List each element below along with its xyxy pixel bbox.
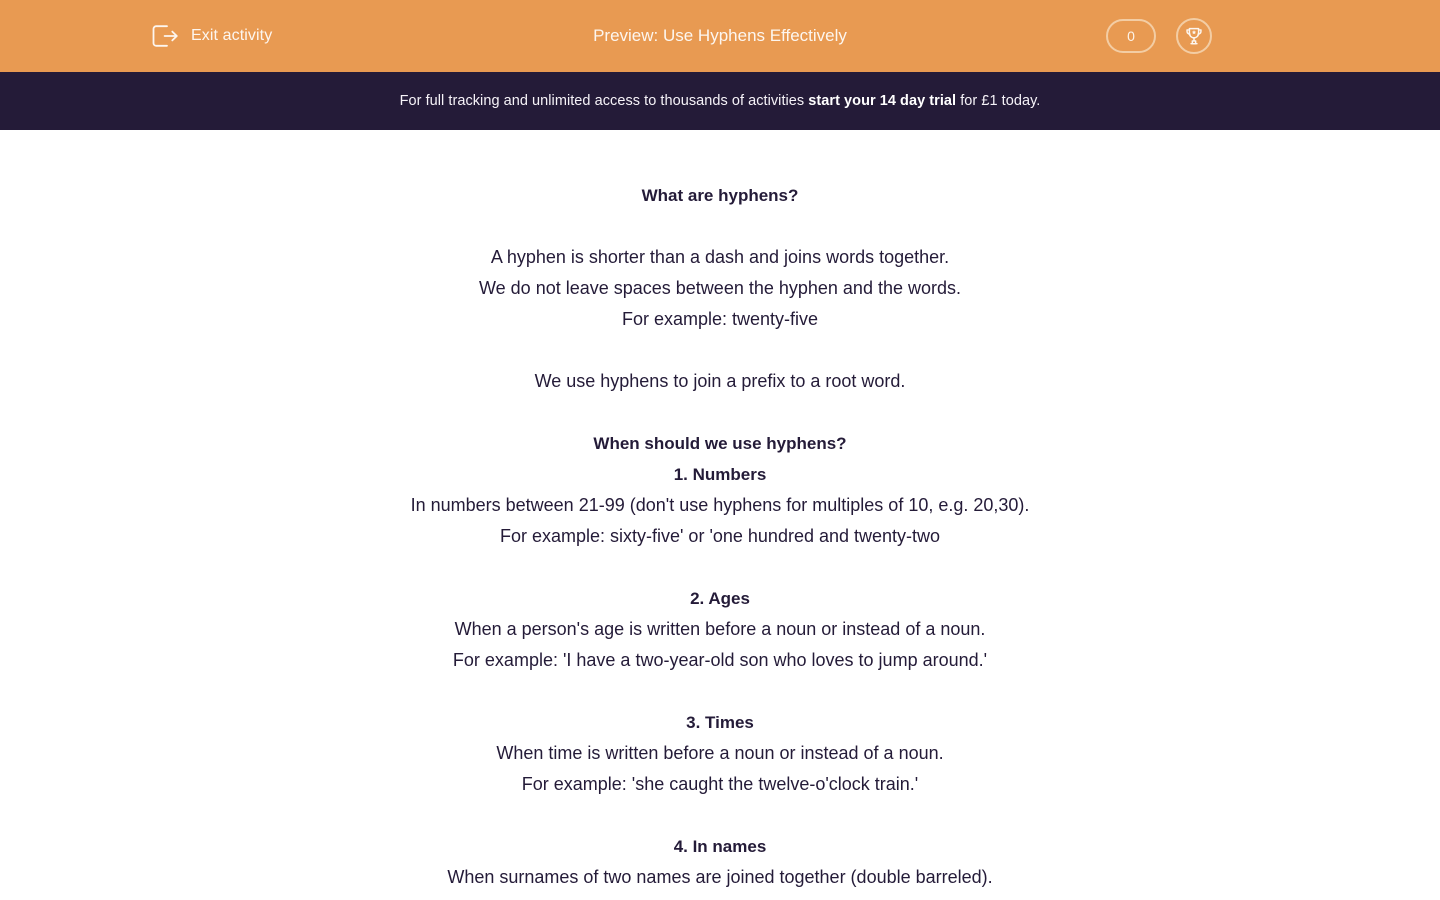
exit-activity-label: Exit activity — [191, 27, 273, 44]
promo-banner-text — [400, 93, 1041, 109]
activity-subheading: 4. In names — [673, 837, 767, 856]
promo-text-before: For full tracking and unlimited access to thousands of activities — [399, 93, 809, 109]
activity-spacer — [0, 676, 1440, 707]
promo-banner[interactable] — [0, 72, 1440, 130]
activity-spacer — [0, 552, 1440, 583]
activity-lines — [0, 180, 1440, 893]
activity-subheading: 3. Times — [686, 713, 754, 732]
activity-paragraph: For example: sixty-five' or 'one hundred and twenty-two — [499, 526, 941, 546]
activity-paragraph: When a person's age is written before a noun or instead of a noun. — [454, 619, 986, 639]
activity-subheading: 2. Ages — [690, 589, 750, 608]
activity-spacer — [0, 211, 1440, 242]
activity-paragraph: For example: 'she caught the twelve-o'clock train.' — [521, 774, 919, 794]
activity-paragraph: We do not leave spaces between the hyphen and the words. — [479, 278, 961, 298]
activity-heading: What are hyphens? — [641, 186, 799, 205]
activity-paragraph: A hyphen is shorter than a dash and joins words together. — [490, 247, 950, 267]
exit-activity-button[interactable] — [150, 23, 272, 49]
activity-content — [0, 130, 1440, 893]
header-actions — [1106, 0, 1440, 72]
activity-paragraph: When surnames of two names are joined together (double barreled). — [447, 867, 993, 887]
exit-arrow-icon — [150, 23, 180, 49]
promo-trial-link[interactable]: start your 14 day trial — [808, 93, 957, 109]
page-title: Preview: Use Hyphens Effectively — [593, 26, 847, 45]
activity-paragraph: For example: 'I have a two-year-old son who loves to jump around.' — [452, 650, 988, 670]
trophy-icon — [1183, 25, 1205, 47]
activity-paragraph: For example: twenty-five — [621, 309, 819, 329]
app-header — [0, 0, 1440, 72]
trophy-button[interactable] — [1176, 18, 1212, 54]
promo-text-after: for £1 today. — [956, 93, 1041, 109]
activity-heading: When should we use hyphens? — [593, 434, 847, 453]
points-value: 0 — [1127, 28, 1135, 44]
activity-paragraph: When time is written before a noun or instead of a noun. — [496, 743, 944, 763]
activity-spacer — [0, 397, 1440, 428]
activity-paragraph: We use hyphens to join a prefix to a root word. — [534, 371, 906, 391]
activity-spacer — [0, 800, 1440, 831]
activity-paragraph: In numbers between 21-99 (don't use hyphens for multiples of 10, e.g. 20,30). — [410, 495, 1030, 515]
points-badge[interactable] — [1106, 19, 1156, 53]
activity-subheading: 1. Numbers — [673, 465, 767, 484]
activity-spacer — [0, 335, 1440, 366]
